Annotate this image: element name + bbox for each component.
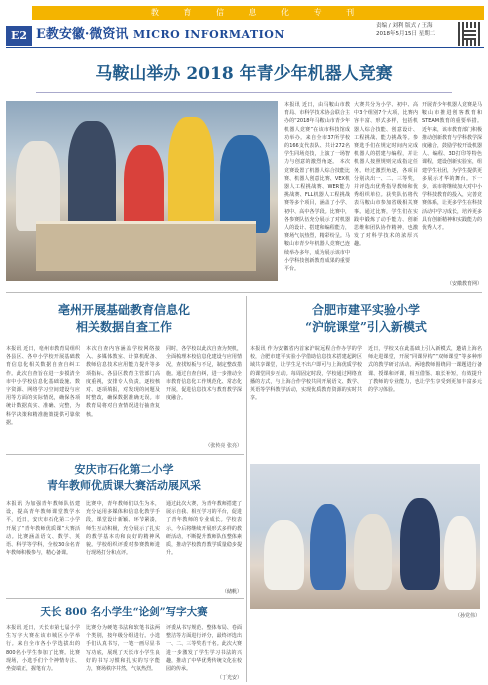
bozhou-byline: （张传亮 张亮）	[205, 443, 242, 449]
issue-meta	[376, 22, 435, 38]
section-title-cn: E教安徽·微资讯	[36, 27, 129, 42]
lead-byline: （安徽教育网）	[446, 281, 482, 287]
page-number: E2	[6, 26, 32, 46]
classroom-photo	[250, 464, 480, 609]
qr-code-icon	[458, 22, 482, 46]
bozhou-col1: 本报讯 近日，亳州市教育局组织各县区、各中小学校开展基础教育信息化相关数据自查自纠工作。此次自查旨在进一步摸清全市中小学校信息化基础设施、数字资源、网络学习空间建设与应用等方面的实际情况，确保各项统计数据真实、准确、完整，为科学决策和精准施策提供可靠依据。	[6, 346, 80, 426]
lead-article-col2: 大赛共分为小学、初中、高中3个组别7个大项，比赛内容丰富、形式多样，包括机器人综合技能、创意设计、工程挑战、能力挑战等。参赛选手们在规定时间内完成机器人的搭建与编程，并让机器人按照规则完成指定任务。经过激烈角逐，各项目分别决出一、二、三等奖，并评选出优秀指导教师和优秀组织单位。获奖队伍将代表马鞍山市参加省级相关赛事。通过比赛，学生们在实践中锻炼了动手能力、创新思维和团队协作精神，也激发了对科学技术的浓厚兴趣。	[354, 102, 418, 248]
divider-bozhou-anqing	[6, 454, 244, 455]
header-rule	[6, 47, 484, 48]
banner-text: 教 育 信 息 化 专 刊	[150, 8, 366, 17]
hefei-col1: 本报讯 作为安徽省内首家沪皖远程合作办学的学校，合肥市建平实验小学借助信息技术搭建起跨区域共享课堂，让学生足不出户即可与上海优质学校的课堂同步互动。每周固定时段，学校通过网络直播的方式，与上海合作学校共同开展语文、数学、英语等学科教学活动，实现优质教育资源的实时共享。	[250, 346, 362, 402]
anqing-title-line2: 青年教师优质课大赛活动展风采	[47, 479, 201, 492]
bozhou-title	[6, 302, 242, 336]
tianchang-title: 天长 800 名小学生“论剑”写字大赛	[40, 606, 208, 618]
bozhou-title-line1: 亳州开展基础教育信息化	[57, 303, 190, 317]
section-title-en: MICRO INFORMATION	[132, 28, 285, 41]
anqing-col3: 通过此次大赛，为青年教师搭建了展示自我、相互学习的平台，促进了青年教师的专业成长。学校表示，今后将继续开展形式多样的教研活动，不断提升教师队伍整体素质，推动学校教育教学质量稳步提升。	[166, 501, 242, 557]
anqing-title-line1: 安庆市石化第二小学	[74, 463, 174, 476]
tianchang-col3: 评委从书写规范、整体布局、卷面整洁等方面进行评分，最终评选出一、二、三等奖若干名。此次大赛进一步激发了学生学习书法的兴趣，推动了中华优秀传统文化在校园的传承。	[166, 625, 242, 673]
hefei-title-line1: 合肥市建平实验小学	[311, 303, 420, 317]
robot-competition-photo	[6, 101, 278, 281]
hefei-title-line2: “沪皖课堂”引入新模式	[305, 320, 427, 334]
issue-date: 2018年5月15日 星期二	[376, 31, 436, 37]
column-divider	[246, 296, 247, 682]
hefei-col2: 近日，学校又在此基础上引入新模式，邀请上海名师走进课堂，开展“同课异构”“双师课堂”等多种形式的教学研讨活动。两地教师围绕同一课题进行备课、授课和评课，相互借鉴、取长补短，有效提升了教师的专业能力，也让学生享受到更加丰富多元的学习体验。	[368, 346, 482, 394]
anqing-byline: （储帆）	[221, 589, 242, 595]
lead-article-col3: 开展青少年机器人竞赛是马鞍山市推进创客教育和STEAM教育的重要举措。近年来，该市教育部门积极推动创新教育与学科教学深度融合，鼓励学校开设机器人、编程、3D打印等特色课程，建设创新实验室，组建学生社团，为学生提供更多展示才华的舞台。下一步，该市将继续加大对中小学科技教育的投入，完善竞赛体系，让更多学生在科技活动中学习成长，培养更多具有创新精神和实践能力的优秀人才。	[422, 102, 482, 232]
editor-credit: 责编 / 刘利 版式 / 王海	[376, 23, 433, 29]
headline-rule	[36, 92, 452, 93]
section-divider	[6, 292, 482, 293]
bozhou-col3: 同时，各学校以此次自查为契机，全面梳理本校信息化建设与应用情况，查找短板与不足，制定整改措施。通过自查自纠，进一步推动全市教育信息化工作规范化、常态化开展，促进信息技术与教育教学深度融合。	[166, 346, 242, 402]
hefei-title	[250, 302, 482, 336]
hefei-byline: （孙党伟）	[454, 613, 480, 619]
anqing-title	[6, 462, 242, 494]
photo-caption-space	[6, 284, 278, 292]
anqing-col2: 比赛中，青年教师们以生为本，充分运用多媒体和信息化教学手段，课堂设计新颖、环节紧凑，师生互动积极，充分展示了扎实的教学基本功和良好的精神风貌。学校组织评委对参赛教师进行现场打分和点评。	[86, 501, 160, 557]
tianchang-byline: （丁光安）	[216, 675, 242, 681]
section-title	[36, 24, 285, 46]
tianchang-col1: 本报讯 近日，天长市第七届小学生写字大赛在该市城区小学举行。来自全市各小学选拔出的800名小学生参加了比赛。比赛现场，小选手们个个神情专注、坐姿端正，握笔有力。	[6, 625, 80, 673]
bozhou-col2: 本次自查内容涵盖学校网络接入、多媒体教室、计算机配备、教师信息技术应用能力提升等多项指标。各县区教育主管部门高度重视，安排专人负责，逐校核对、逐项填报，对发现的问题及时整改，确保数据准确无误。市教育局将对自查情况进行抽查复核。	[86, 346, 160, 418]
anqing-col1: 本报讯 为加强青年教师队伍建设，提高青年教师课堂教学水平，近日，安庆市石化第二小学开展了“青年教师优质课”大赛活动。比赛涵盖语文、数学、英语、科学等学科，全校30余名青年教师积极参与，精心备课。	[6, 501, 80, 557]
lead-headline: 马鞍山举办 2018 年青少年机器人竞赛	[95, 64, 393, 84]
divider-anqing-tianchang	[6, 598, 244, 599]
lead-article-col1: 本报讯 近日，由马鞍山市教育局、市科学技术协会联合主办的“2018年马鞍山市青少年机器人竞赛”在该市科技馆成功举办。来自全市37所学校的166支代表队、共计272名学生同场竞技，上演了一场智力与创意的激烈角逐。 本次竞赛设置了机器人综合技能比赛、机器人创意比赛、VEX机器人工程挑战赛、WER能力挑战赛、FLL机器人工程挑战赛等多个项目，涵盖了小学、初中、高中各学段。比赛中，各参赛队伍充分展示了对机器人的设计、搭建和编程能力，赛场气氛热烈，精彩纷呈。马鞍山市青少年机器人竞赛已连续举办多年，成为展示该市中小学科技创新教育成果的重要平台。	[284, 102, 350, 273]
tianchang-col2: 比赛分为硬笔书法和软笔书法两个类别，按年级分组进行。小选手们认真书写，一笔一画尽显书写功底，展现了天长市小学生良好的书写习惯和扎实的写字能力，赛场秩序井然，气氛热烈。	[86, 625, 160, 673]
bozhou-title-line2: 相关数据自查工作	[75, 320, 172, 334]
